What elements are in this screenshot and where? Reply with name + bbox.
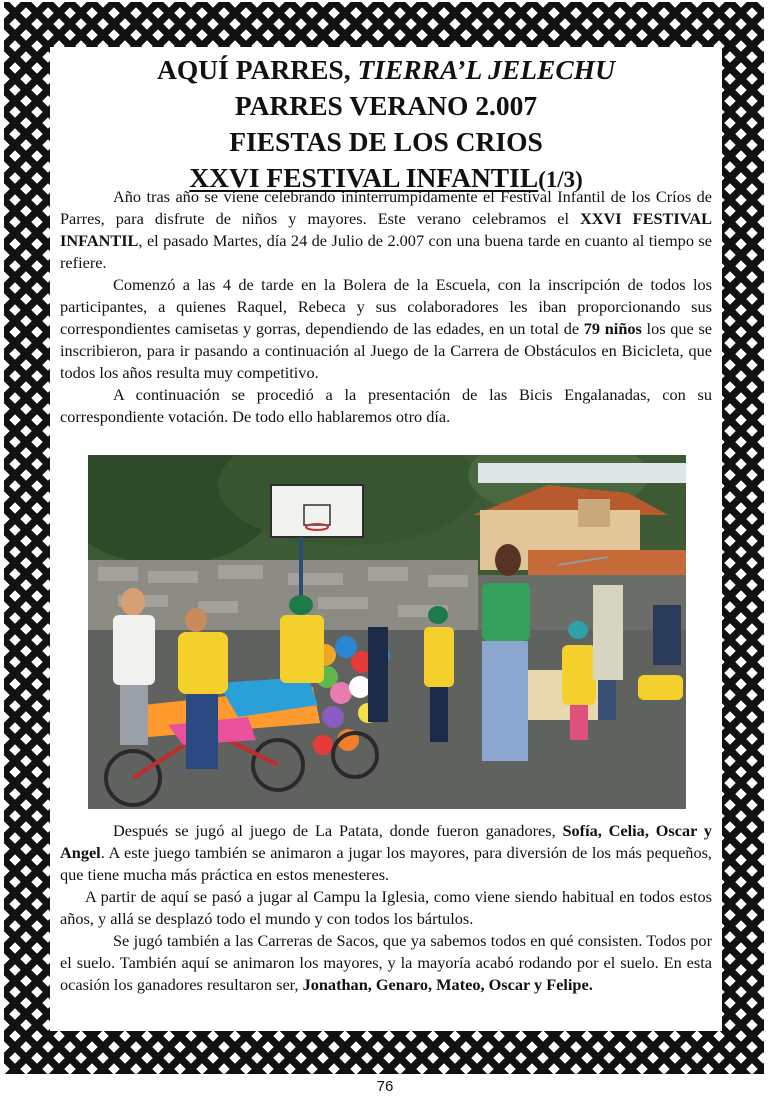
header-line-1: AQUÍ PARRES, TIERRA’L JELECHU [157, 54, 615, 85]
paragraph: A partir de aquí se pasó a jugar al Campu la Iglesia, como viene siendo habitual en todos estos años, y allá se desplazó todo el mundo y con todos los bártulos. [60, 887, 712, 928]
paragraph: A continuación se procedió a la presentación de las Bicis Engalanadas, con su correspondiente votación. De todo ello hablaremos otro día. [60, 385, 712, 426]
article-header [50, 52, 722, 198]
festival-photo [88, 455, 686, 809]
paragraph: Se jugó también a las Carreras de Sacos, que ya sabemos todos en qué consisten. Todos por el suelo. También aquí se animaron los mayores, y la mayoría acabó rodando por el suelo. En esta ocasión los ganadores resultaron ser, Jonathan, Genaro, Mateo, Oscar y Felipe. [60, 931, 712, 994]
festival-title: XXVI FESTIVAL INFANTIL [189, 162, 539, 193]
header-line-3: FIESTAS DE LOS CRIOS [229, 126, 543, 157]
paragraph: Comenzó a las 4 de tarde en la Bolera de la Escuela, con la inscripción de todos los participantes, a quienes Raquel, Rebeca y sus colaboradores les iban proporcionando sus correspondientes camisetas y gorras, dependiendo de las edades, en un total de 79 niños los que se inscribieron, para ir pasando a continuación al Juego de la Carrera de Obstáculos en Bicicleta, que todos los años resulta muy competitivo. [60, 275, 713, 382]
part-indicator: (1/3) [538, 167, 583, 192]
paragraph: Después se jugó al juego de La Patata, donde fueron ganadores, Sofía, Celia, Oscar y Angel. A este juego también se animaron a jugar los mayores, para diversión de los más pequeños, que tiene mucha más práctica en estos menesteres. [60, 821, 712, 884]
page-number: 76 [376, 1078, 394, 1095]
intro-text [60, 186, 712, 428]
paragraph: Año tras año se viene celebrando ininterrumpidamente el Festival Infantil de los Críos de Parres, para disfrute de niños y mayores. Este verano celebramos el XXVI FESTIVAL INFANTIL, el pasado Martes, día 24 de Julio de 2.007 con una buena tarde en cuanto al tiempo se refiere. [60, 187, 712, 272]
closing-text [60, 820, 712, 996]
header-line-2: PARRES VERANO 2.007 [234, 90, 538, 121]
